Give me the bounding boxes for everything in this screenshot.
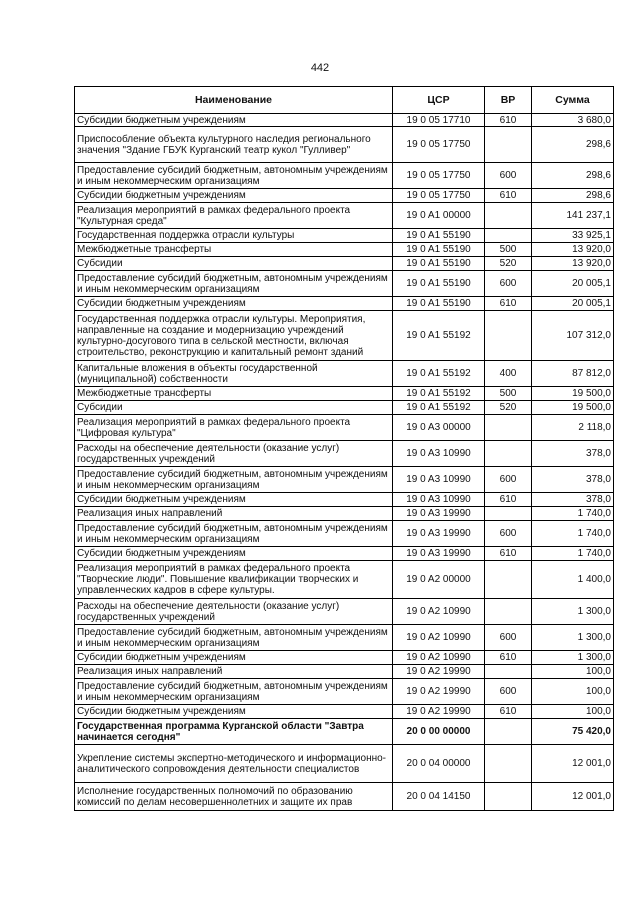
cell-csr: 19 0 05 17710: [393, 114, 485, 127]
cell-name: Реализация иных направлений: [75, 507, 393, 521]
cell-name: Субсидии бюджетным учреждениям: [75, 493, 393, 507]
table-row: [75, 257, 614, 271]
cell-name: Субсидии бюджетным учреждениям: [75, 705, 393, 719]
cell-sum: 100,0: [532, 665, 614, 679]
cell-name: Капитальные вложения в объекты государственной (муниципальной) собственности: [75, 361, 393, 387]
cell-csr: 20 0 00 00000: [393, 719, 485, 745]
cell-name: Реализация иных направлений: [75, 665, 393, 679]
cell-name: Предоставление субсидий бюджетным, автономным учреждениям и иным некоммерческим организациям: [75, 679, 393, 705]
cell-vr: [485, 561, 532, 599]
cell-csr: 19 0 A2 10990: [393, 599, 485, 625]
cell-csr: 19 0 A3 00000: [393, 415, 485, 441]
cell-name: Расходы на обеспечение деятельности (оказание услуг) государственных учреждений: [75, 599, 393, 625]
table-row: [75, 547, 614, 561]
cell-vr: 610: [485, 493, 532, 507]
cell-vr: 600: [485, 467, 532, 493]
cell-name: Субсидии: [75, 257, 393, 271]
cell-sum: 107 312,0: [532, 311, 614, 361]
cell-vr: [485, 311, 532, 361]
cell-csr: 19 0 A1 55192: [393, 361, 485, 387]
header-sum: Сумма: [532, 87, 614, 114]
table-row: [75, 561, 614, 599]
cell-vr: [485, 745, 532, 783]
table-row: [75, 651, 614, 665]
cell-csr: 19 0 A1 55192: [393, 387, 485, 401]
header-name: Наименование: [75, 87, 393, 114]
cell-name: Реализация мероприятий в рамках федерального проекта "Культурная среда": [75, 203, 393, 229]
table-row: [75, 745, 614, 783]
cell-csr: 19 0 A2 10990: [393, 625, 485, 651]
cell-name: Субсидии: [75, 401, 393, 415]
cell-csr: 20 0 04 14150: [393, 783, 485, 811]
cell-name: Реализация мероприятий в рамках федерального проекта "Творческие люди". Повышение квалификации творческих и управленческих кадров в сфере культуры.: [75, 561, 393, 599]
cell-sum: 20 005,1: [532, 297, 614, 311]
table-header-row: [75, 87, 614, 114]
cell-name: Субсидии бюджетным учреждениям: [75, 297, 393, 311]
cell-csr: 19 0 A3 10990: [393, 493, 485, 507]
cell-name: Укрепление системы экспертно-методического и информационно-аналитического сопровождения деятельности специалистов: [75, 745, 393, 783]
cell-vr: [485, 441, 532, 467]
cell-sum: 2 118,0: [532, 415, 614, 441]
cell-name: Предоставление субсидий бюджетным, автономным учреждениям и иным некоммерческим организациям: [75, 625, 393, 651]
cell-sum: 12 001,0: [532, 783, 614, 811]
cell-vr: 520: [485, 257, 532, 271]
cell-vr: [485, 665, 532, 679]
cell-vr: 600: [485, 521, 532, 547]
cell-name: Предоставление субсидий бюджетным, автономным учреждениям и иным некоммерческим организациям: [75, 163, 393, 189]
cell-name: Государственная программа Курганской области "Завтра начинается сегодня": [75, 719, 393, 745]
cell-sum: 1 740,0: [532, 547, 614, 561]
cell-name: Реализация мероприятий в рамках федерального проекта "Цифровая культура": [75, 415, 393, 441]
cell-csr: 19 0 05 17750: [393, 127, 485, 163]
cell-vr: 610: [485, 189, 532, 203]
cell-name: Государственная поддержка отрасли культуры: [75, 229, 393, 243]
cell-sum: 19 500,0: [532, 387, 614, 401]
cell-vr: 610: [485, 651, 532, 665]
cell-name: Исполнение государственных полномочий по образованию комиссий по делам несовершеннолетних и защите их прав: [75, 783, 393, 811]
cell-sum: 378,0: [532, 441, 614, 467]
cell-vr: 600: [485, 271, 532, 297]
cell-sum: 1 740,0: [532, 521, 614, 547]
cell-vr: 610: [485, 297, 532, 311]
cell-sum: 13 920,0: [532, 243, 614, 257]
cell-vr: [485, 229, 532, 243]
cell-csr: 19 0 05 17750: [393, 189, 485, 203]
table-row: [75, 783, 614, 811]
table-row: [75, 361, 614, 387]
cell-vr: 500: [485, 243, 532, 257]
cell-csr: 19 0 A1 55190: [393, 297, 485, 311]
cell-vr: 610: [485, 547, 532, 561]
table-row: [75, 679, 614, 705]
cell-vr: 610: [485, 114, 532, 127]
cell-csr: 19 0 A1 55192: [393, 311, 485, 361]
cell-csr: 19 0 A2 10990: [393, 651, 485, 665]
table-row: [75, 229, 614, 243]
page-number: 442: [310, 62, 330, 74]
cell-csr: 19 0 A3 10990: [393, 467, 485, 493]
table-row: [75, 625, 614, 651]
cell-sum: 33 925,1: [532, 229, 614, 243]
table-row: [75, 415, 614, 441]
table-row: [75, 114, 614, 127]
cell-name: Расходы на обеспечение деятельности (оказание услуг) государственных учреждений: [75, 441, 393, 467]
cell-sum: 298,6: [532, 163, 614, 189]
cell-sum: 1 300,0: [532, 599, 614, 625]
cell-sum: 1 740,0: [532, 507, 614, 521]
table-row: [75, 297, 614, 311]
table-row: [75, 127, 614, 163]
budget-table: [74, 86, 614, 811]
cell-name: Межбюджетные трансферты: [75, 387, 393, 401]
table-row: [75, 441, 614, 467]
cell-vr: 610: [485, 705, 532, 719]
table-row: [75, 189, 614, 203]
cell-sum: 19 500,0: [532, 401, 614, 415]
cell-csr: 19 0 A1 55192: [393, 401, 485, 415]
cell-sum: 3 680,0: [532, 114, 614, 127]
cell-csr: 19 0 A2 00000: [393, 561, 485, 599]
cell-csr: 19 0 A1 55190: [393, 257, 485, 271]
cell-sum: 13 920,0: [532, 257, 614, 271]
cell-csr: 19 0 A3 10990: [393, 441, 485, 467]
table-row: [75, 719, 614, 745]
table-row: [75, 665, 614, 679]
table-row: [75, 599, 614, 625]
table-row: [75, 271, 614, 297]
cell-sum: 1 300,0: [532, 651, 614, 665]
header-vr: ВР: [485, 87, 532, 114]
cell-name: Межбюджетные трансферты: [75, 243, 393, 257]
cell-vr: [485, 719, 532, 745]
cell-csr: 19 0 A3 19990: [393, 521, 485, 547]
cell-name: Предоставление субсидий бюджетным, автономным учреждениям и иным некоммерческим организациям: [75, 467, 393, 493]
cell-csr: 19 0 A1 55190: [393, 243, 485, 257]
cell-sum: 100,0: [532, 679, 614, 705]
cell-sum: 1 300,0: [532, 625, 614, 651]
cell-name: Предоставление субсидий бюджетным, автономным учреждениям и иным некоммерческим организациям: [75, 521, 393, 547]
cell-vr: [485, 203, 532, 229]
header-csr: ЦСР: [393, 87, 485, 114]
cell-csr: 19 0 05 17750: [393, 163, 485, 189]
cell-vr: 600: [485, 163, 532, 189]
cell-sum: 141 237,1: [532, 203, 614, 229]
cell-vr: 500: [485, 387, 532, 401]
cell-name: Субсидии бюджетным учреждениям: [75, 189, 393, 203]
cell-csr: 19 0 A2 19990: [393, 679, 485, 705]
table-row: [75, 311, 614, 361]
table-row: [75, 163, 614, 189]
cell-name: Субсидии бюджетным учреждениям: [75, 547, 393, 561]
cell-sum: 75 420,0: [532, 719, 614, 745]
cell-vr: 600: [485, 679, 532, 705]
cell-csr: 20 0 04 00000: [393, 745, 485, 783]
cell-vr: 400: [485, 361, 532, 387]
cell-csr: 19 0 A1 00000: [393, 203, 485, 229]
table-row: [75, 493, 614, 507]
cell-sum: 378,0: [532, 467, 614, 493]
table-row: [75, 243, 614, 257]
table-row: [75, 467, 614, 493]
cell-csr: 19 0 A2 19990: [393, 665, 485, 679]
table-row: [75, 521, 614, 547]
table-row: [75, 387, 614, 401]
table-row: [75, 401, 614, 415]
cell-name: Субсидии бюджетным учреждениям: [75, 114, 393, 127]
table-row: [75, 705, 614, 719]
cell-sum: 298,6: [532, 127, 614, 163]
cell-csr: 19 0 A1 55190: [393, 229, 485, 243]
table-row: [75, 203, 614, 229]
table-row: [75, 507, 614, 521]
cell-sum: 1 400,0: [532, 561, 614, 599]
cell-name: Субсидии бюджетным учреждениям: [75, 651, 393, 665]
cell-vr: [485, 507, 532, 521]
cell-vr: [485, 783, 532, 811]
cell-csr: 19 0 A1 55190: [393, 271, 485, 297]
cell-csr: 19 0 A3 19990: [393, 507, 485, 521]
cell-vr: [485, 415, 532, 441]
cell-vr: [485, 127, 532, 163]
cell-name: Предоставление субсидий бюджетным, автономным учреждениям и иным некоммерческим организациям: [75, 271, 393, 297]
cell-csr: 19 0 A3 19990: [393, 547, 485, 561]
cell-sum: 87 812,0: [532, 361, 614, 387]
cell-name: Государственная поддержка отрасли культуры. Мероприятия, направленные на создание и модернизацию учреждений культурно-досугового типа в сельской местности, включая строительство, реконструкцию и капитальный ремонт зданий: [75, 311, 393, 361]
cell-sum: 100,0: [532, 705, 614, 719]
cell-vr: 520: [485, 401, 532, 415]
cell-sum: 20 005,1: [532, 271, 614, 297]
cell-sum: 298,6: [532, 189, 614, 203]
cell-vr: 600: [485, 625, 532, 651]
cell-sum: 378,0: [532, 493, 614, 507]
cell-vr: [485, 599, 532, 625]
cell-name: Приспособление объекта культурного наследия регионального значения "Здание ГБУК Курганский театр кукол "Гулливер": [75, 127, 393, 163]
cell-csr: 19 0 A2 19990: [393, 705, 485, 719]
cell-sum: 12 001,0: [532, 745, 614, 783]
